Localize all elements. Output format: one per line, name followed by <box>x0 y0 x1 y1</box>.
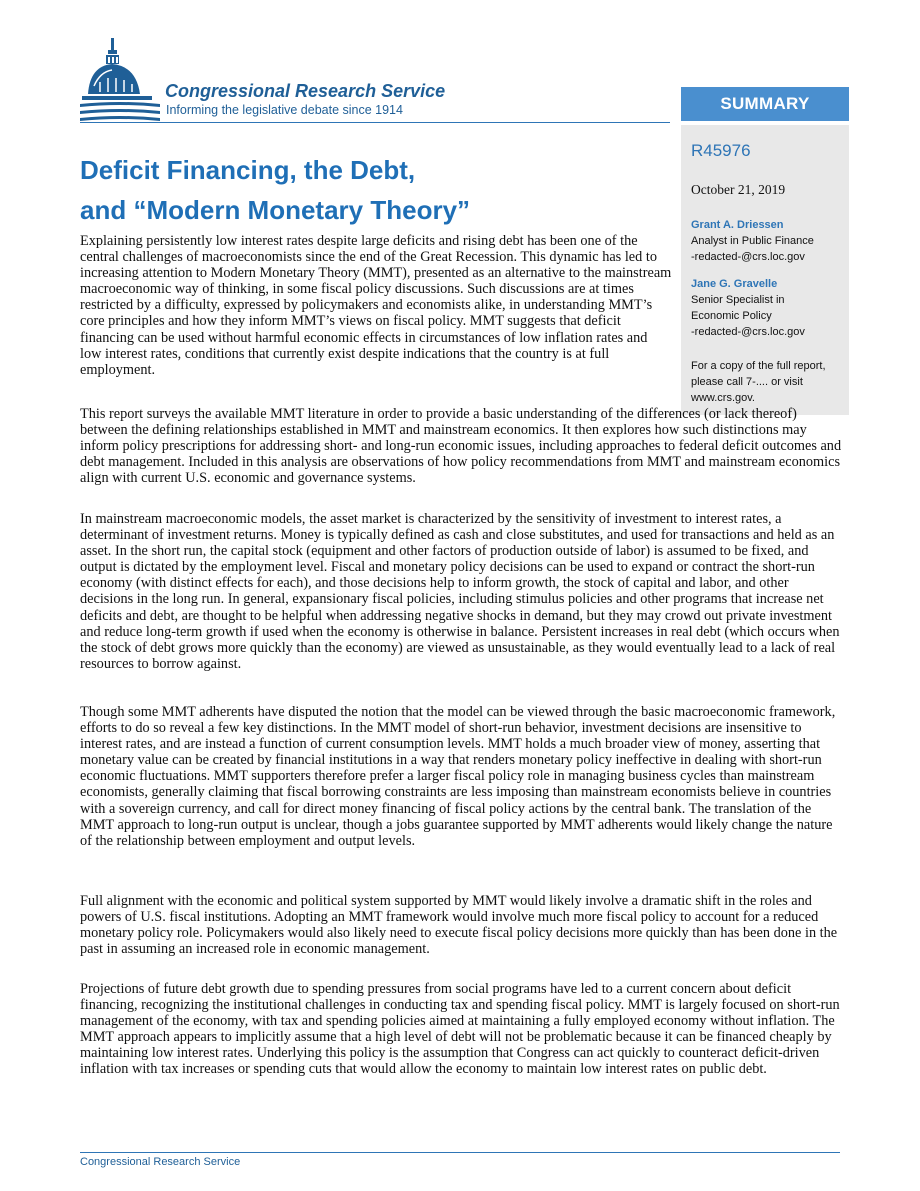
summary-paragraph: Full alignment with the economic and political system supported by MMT would likely involve a dramatic shift in the roles and powers of U.S. fiscal institutions. Adopting an MMT framework would involve much more fiscal policy to account for a reduced monetary policy role. Policymakers would also likely need to execute fiscal policy decisions more quickly than has been done in the past in assuming an increased role in economic management. <box>80 893 838 958</box>
author-email: -redacted-@crs.loc.gov <box>691 326 805 338</box>
author-name: Grant A. Driessen <box>691 219 784 231</box>
author-title: Analyst in Public Finance <box>691 235 814 247</box>
summary-paragraph: Though some MMT adherents have disputed the notion that the model can be viewed through the basic macroeconomic framework, efforts to do so reveal a few key distinctions. In the MMT model of short-run behavior, investment decisions are insensitive to interest rates, and are instead a function of current consumption levels. MMT holds a much broader view of money, asserting that monetary value can be created by financial institutions in a way that renders monetary policy ineffective in dealing with short-run economic fluctuations. MMT supporters therefore prefer a larger fiscal policy role in managing business cycles than mainstream economists, generally claiming that fiscal borrowing constraints are less imposing than mainstream economists believe in countries with a sovereign currency, and call for direct money financing of fiscal policy actions by the central bank. The translation of the MMT approach to long-run output is unclear, though a jobs guarantee supported by MMT adherents would likely change the nature of the relationship between employment and output levels. <box>80 704 836 849</box>
author-name: Jane G. Gravelle <box>691 278 778 290</box>
summary-paragraph: Explaining persistently low interest rates despite large deficits and rising debt has been one of the central challenges of macroeconomists since the end of the Great Recession. This dynamic has led to increasing attention to Modern Monetary Theory (MMT), presented as an alternative to the mainstream macroeconomic way of thinking, in some fiscal policy discussions. Such discussions are at times restricted by a difficulty, expressed by policymakers and economists alike, in understanding MMT’s core principles and how they inform MMT’s views on fiscal policy. MMT suggests that deficit financing can be used without harmful economic effects in circumstances of low inflation rates and low interest rates, conditions that currently exist despite indications that the country is at full employment. <box>80 233 672 378</box>
capitol-dome-icon <box>80 36 160 121</box>
org-tagline: Informing the legislative debate since 1914 <box>166 103 403 117</box>
footer-text: Congressional Research Service <box>80 1156 241 1168</box>
report-date: October 21, 2019 <box>691 182 786 197</box>
copy-note: www.crs.gov. <box>691 392 755 404</box>
author-title: Economic Policy <box>691 310 772 322</box>
title-line: and “Modern Monetary Theory” <box>80 195 471 225</box>
title-line: Deficit Financing, the Debt, <box>80 155 416 185</box>
footer-divider <box>80 1152 840 1153</box>
summary-paragraph: In mainstream macroeconomic models, the asset market is characterized by the sensitivity of investment to interest rates, a determinant of investment returns. Money is typically defined as cash and close substitutes, and used for transactions and held as an asset. In the short run, the capital stock (equipment and other factors of production outside of labor) is assumed to be fixed, and output is dictated by the employment level. Fiscal and monetary policy decisions can be used to expand or contract the short-run economy (with distinct effects for each), and those decisions help to inform growth, the stock of capital and labor, and other decisions in the long run. In general, expansionary fiscal policies, including stimulus policies and other programs that increase net deficits and debt, are thought to be helpful when addressing negative shocks in demand, but they may crowd out private investment and reduce long-term growth if used when the economy is otherwise in balance. Persistent increases in real debt (which occurs when the stock of debt grows more quickly than the economy) are viewed as unsustainable, as they would eventually lead to a lack of real resources to borrow against. <box>80 511 840 672</box>
copy-note: For a copy of the full report, <box>691 360 826 372</box>
report-number: R45976 <box>691 141 751 160</box>
summary-sidebar <box>681 125 849 415</box>
author-email: -redacted-@crs.loc.gov <box>691 251 805 263</box>
summary-paragraph: Projections of future debt growth due to spending pressures from social programs have led to a current concern about deficit financing, recognizing the institutional challenges in conducting tax and spending fiscal policy. MMT is largely focused on short-run management of the economy, with tax and spending policies aimed at maintaining a fully employed economy without inflation. The MMT approach appears to implicitly assume that a high level of debt will not be problematic because it can be financed cheaply by maintaining low interest rates. Underlying this policy is the assumption that Congress can act quickly to counteract deficit-driven inflation with tax increases or spending cuts that would allow the economy to maintain low interest rates on public debt. <box>80 981 840 1078</box>
copy-note: please call 7-.... or visit <box>691 376 803 388</box>
org-name: Congressional Research Service <box>165 81 446 101</box>
header-divider <box>80 122 670 123</box>
crs-logo <box>80 30 680 125</box>
summary-paragraph: This report surveys the available MMT literature in order to provide a basic understanding of the differences (or lack thereof) between the defining relationships established in MMT and mainstream economics. It then explores how such distinctions may inform policy prescriptions for addressing short- and long-run economic issues, including approaches to federal deficit outcomes and debt management. Included in this analysis are observations of how policy recommendations from MMT and mainstream economics align with current U.S. economic and governance systems. <box>80 406 842 487</box>
report-title <box>80 150 680 230</box>
summary-label: SUMMARY <box>681 87 849 121</box>
author-title: Senior Specialist in <box>691 294 785 306</box>
